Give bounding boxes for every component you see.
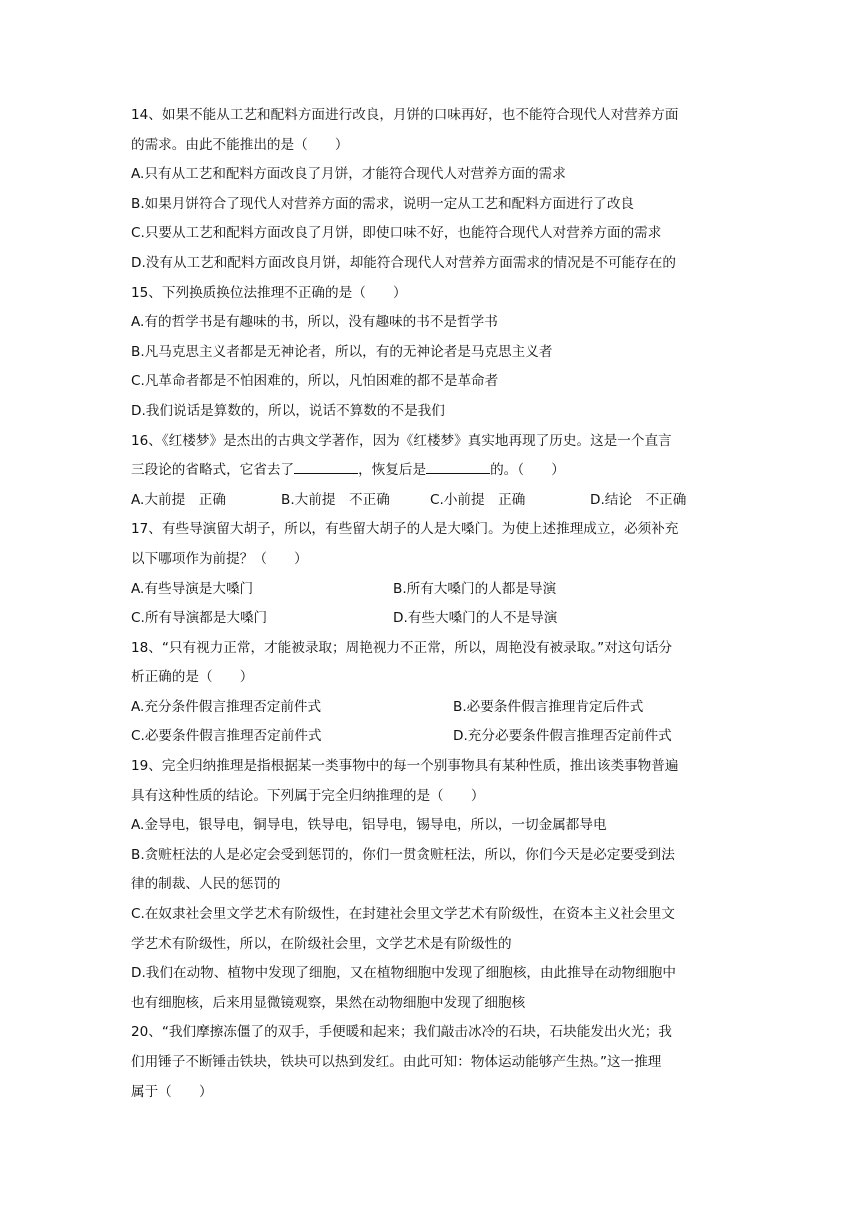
options-row — [131, 575, 731, 605]
options-row — [131, 604, 731, 634]
question-16 — [131, 427, 731, 516]
question-stem: 14、如果不能从工艺和配料方面进行改良，月饼的口味再好，也不能符合现代人对营养方面 — [131, 107, 679, 123]
options-row — [131, 722, 731, 752]
fill-in-blank — [294, 459, 358, 474]
option-a: A.有的哲学书是有趣味的书，所以，没有趣味的书不是哲学书 — [131, 314, 498, 331]
option-b: B.如果月饼符合了现代人对营养方面的需求，说明一定从工艺和配料方面进行了改良 — [131, 195, 635, 212]
option-c: C.凡革命者都是不怕困难的，所以，凡怕困难的都不是革命者 — [131, 373, 499, 390]
question-stem: 具有这种性质的结论。下列属于完全归纳推理的是（ ） — [131, 787, 485, 804]
option-d: D.充分必要条件假言推理否定前件式 — [453, 728, 672, 745]
stem-text: ，恢复后是 — [358, 462, 427, 479]
option-d: D.有些大嗓门的人不是导演 — [393, 610, 558, 627]
question-stem: 17、有些导演留大胡子，所以，有些留大胡子的人是大嗓门。为使上述推理成立，必须补充 — [131, 521, 679, 538]
question-stem: 的需求。由此不能推出的是（ ） — [131, 136, 349, 153]
question-20 — [131, 1018, 731, 1107]
option-b: B.大前提 不正确 — [281, 491, 390, 508]
option-c: C.所有导演都是大嗓门 — [131, 610, 268, 627]
option-c: C.小前提 正确 — [430, 491, 526, 508]
question-list — [131, 101, 731, 1107]
option-b: B.凡马克思主义者都是无神论者，所以，有的无神论者是马克思主义者 — [131, 343, 553, 360]
question-stem: 16、《红楼梦》是杰出的古典文学著作，因为《红楼梦》真实地再现了历史。这是一个直言 — [131, 432, 672, 449]
question-stem: 18、“只有视力正常，才能被录取；周艳视力不正常，所以，周艳没有被录取。”对这句话分 — [131, 639, 673, 656]
option-d: D.没有从工艺和配料方面改良月饼，却能符合现代人对营养方面需求的情况是不可能存在的 — [131, 254, 676, 271]
option-a: A.只有从工艺和配料方面改良了月饼，才能符合现代人对营养方面的需求 — [131, 166, 566, 183]
stem-text: 的。（ ） — [490, 462, 565, 479]
stem-text: 三段论的省略式，它省去了 — [131, 462, 295, 479]
option-b: B.所有大嗓门的人都是导演 — [393, 580, 557, 597]
option-c: C.必要条件假言推理否定前件式 — [131, 728, 322, 745]
question-stem: 20、“我们摩擦冻僵了的双手，手便暖和起来；我们敲击冰冷的石块，石块能发出火光；我 — [131, 1024, 672, 1041]
question-17 — [131, 515, 731, 633]
option-a: A.大前提 正确 — [131, 491, 226, 508]
option-b: B.必要条件假言推理肯定后件式 — [453, 698, 644, 715]
option-b: B.贪赃枉法的人是必定会受到惩罚的，你们一贯贪赃枉法，所以，你们今天是必定要受到法 — [131, 846, 675, 863]
option-c-continued: 学艺术有阶级性，所以，在阶级社会里，文学艺术是有阶级性的 — [131, 935, 512, 952]
question-15 — [131, 279, 731, 427]
question-stem: 析正确的是（ ） — [131, 669, 254, 686]
question-18 — [131, 634, 731, 752]
option-d: D.我们说话是算数的，所以，说话不算数的不是我们 — [131, 402, 445, 419]
question-14 — [131, 101, 731, 279]
question-stem: 15、下列换质换位法推理不正确的是（ ） — [131, 284, 407, 301]
question-stem: 19、完全归纳推理是指根据某一类事物中的每一个别事物具有某种性质，推出该类事物普遍 — [131, 758, 679, 775]
question-stem: 们用锤子不断锤击铁块，铁块可以热到发红。由此可知：物体运动能够产生热。”这一推理 — [131, 1054, 662, 1070]
fill-in-blank — [426, 459, 490, 474]
option-d: D.结论 不正确 — [590, 491, 687, 508]
option-a: A.金导电，银导电，铜导电，铁导电，铝导电，锡导电，所以，一切金属都导电 — [131, 817, 607, 834]
options-row — [131, 693, 731, 723]
option-c: C.只要从工艺和配料方面改良了月饼，即使口味不好，也能符合现代人对营养方面的需求 — [131, 225, 662, 242]
question-stem: 属于（ ） — [131, 1083, 213, 1100]
option-d-continued: 也有细胞核，后来用显微镜观察，果然在动物细胞中发现了细胞核 — [131, 994, 526, 1011]
option-c: C.在奴隶社会里文学艺术有阶级性，在封建社会里文学艺术有阶级性，在资本主义社会里文 — [131, 906, 675, 923]
option-d: D.我们在动物、植物中发现了细胞，又在植物细胞中发现了细胞核，由此推导在动物细胞中 — [131, 965, 676, 982]
question-19 — [131, 752, 731, 1018]
question-stem — [131, 456, 731, 486]
option-b-continued: 律的制裁、人民的惩罚的 — [131, 876, 281, 893]
option-a: A.有些导演是大嗓门 — [131, 580, 254, 597]
options-row — [131, 486, 731, 516]
question-stem: 以下哪项作为前提？（ ） — [131, 550, 308, 567]
option-a: A.充分条件假言推理否定前件式 — [131, 698, 322, 715]
